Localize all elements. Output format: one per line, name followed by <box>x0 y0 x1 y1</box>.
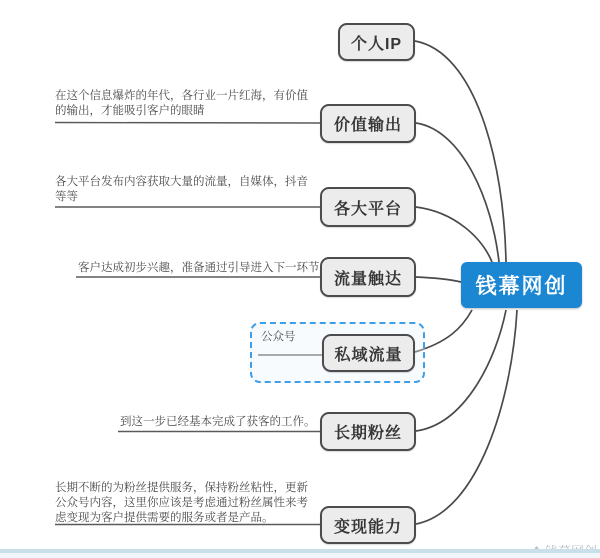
node-longterm-fans[interactable]: 长期粉丝 <box>320 412 416 451</box>
connector-monetization <box>416 310 517 524</box>
underline-value-output <box>55 123 320 124</box>
connector-platforms <box>416 207 492 262</box>
note-monetization[interactable]: 长期不断的为粉丝提供服务，保持粉丝粘性，更新公众号内容，这里你应该是考虑通过粉丝属性来考虑变现为客户提供需要的服务或者是产品。 <box>55 482 308 524</box>
note-traffic-reach[interactable]: 客户达成初步兴趣，准备通过引导进入下一环节 <box>78 262 320 274</box>
connector-longterm-fans <box>416 310 506 431</box>
node-private-traffic[interactable]: 私域流量 <box>322 334 415 372</box>
connector-traffic-reach <box>416 277 461 282</box>
node-root-topic[interactable]: 钱幕网创 <box>461 262 582 308</box>
node-personal-ip[interactable]: 个人IP <box>338 23 415 61</box>
node-value-output[interactable]: 价值输出 <box>320 104 416 143</box>
node-official-account[interactable]: 公众号 <box>261 331 296 343</box>
node-traffic-reach[interactable]: 流量触达 <box>320 257 416 297</box>
note-value-output[interactable]: 在这个信息爆炸的年代，各行业一片红海，有价值的输出，才能吸引客户的眼睛 <box>55 90 308 117</box>
note-platforms[interactable]: 各大平台发布内容获取大量的流量，自媒体，抖音等等 <box>55 176 308 203</box>
connector-value-output <box>416 123 499 262</box>
node-monetization[interactable]: 变现能力 <box>320 506 416 544</box>
connector-personal-ip <box>415 41 506 262</box>
bottom-strip <box>0 553 600 558</box>
note-longterm-fans[interactable]: 到这一步已经基本完成了获客的工作。 <box>120 416 316 428</box>
node-platforms[interactable]: 各大平台 <box>320 187 416 227</box>
